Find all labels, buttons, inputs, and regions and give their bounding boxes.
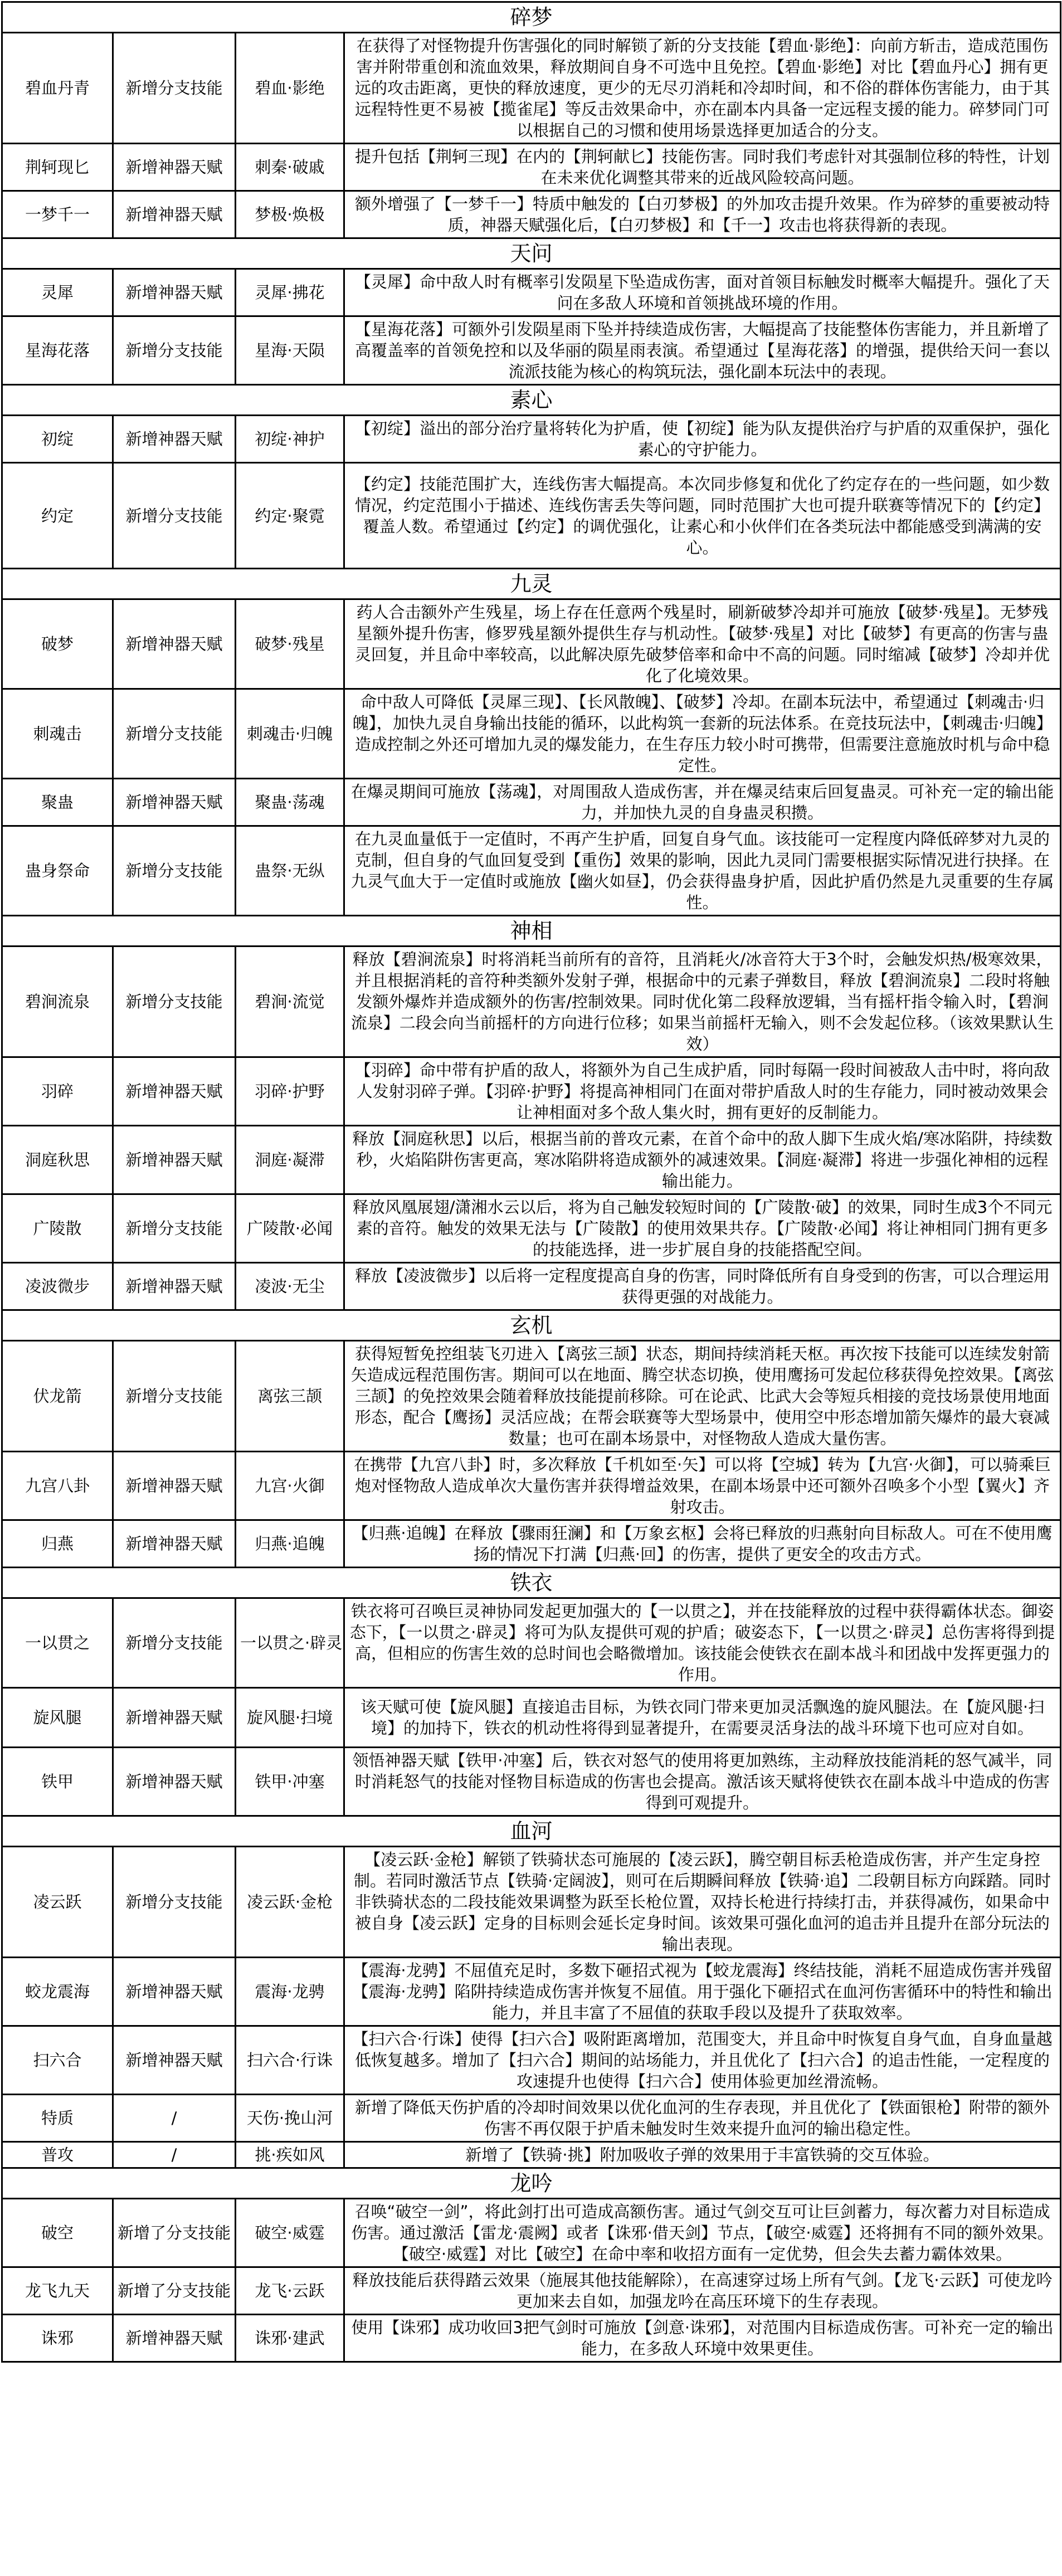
change-type-cell: 新增分支技能 <box>113 1194 236 1263</box>
table-row <box>2 2095 1061 2142</box>
description-cell: 【初绽】溢出的部分治疗量将转化为护盾，使【初绽】能为队友提供治疗与护盾的双重保护，强化素心的守护能力。 <box>344 416 1061 463</box>
change-type-cell: 新增神器天赋 <box>113 144 236 191</box>
description-cell: 释放技能后获得踏云效果（施展其他技能解除），在高速穿过场上所有气剑。【龙飞·云跃】可使龙吟更加来去自如，加强龙吟在高压环境下的生存表现。 <box>344 2267 1061 2315</box>
description-cell: 【扫六合·行诛】使得【扫六合】吸附距离增加，范围变大，并且命中时恢复自身气血，自身血量越低恢复越多。增加了【扫六合】期间的站场能力，并且优化了【扫六合】的追击性能，一定程度的攻速提升也使得【扫六合】使用体验更加丝滑流畅。 <box>344 2026 1061 2095</box>
table-row <box>2 1520 1061 1568</box>
change-type-cell: 新增神器天赋 <box>113 1520 236 1568</box>
skill-name-cell: 破空 <box>2 2199 113 2267</box>
item-name-cell: 刺魂击·归魄 <box>236 689 344 779</box>
description-cell: 释放【凌波微步】以后将一定程度提高自身的伤害，同时降低所有自身受到的伤害，可以合理运用获得更强的对战能力。 <box>344 1263 1061 1310</box>
table-row <box>2 316 1061 385</box>
change-type-cell: 新增神器天赋 <box>113 2026 236 2095</box>
change-type-cell: 新增分支技能 <box>113 947 236 1057</box>
description-cell: 释放【碧涧流泉】时将消耗当前所有的音符，且消耗火/冰音符大于3个时，会触发炽热/极寒效果，并且根据消耗的音符种类额外发射子弹，根据命中的元素子弹数目，释放【碧涧流泉】二段时将触发额外爆炸并造成额外的伤害/控制效果。同时优化第二段释放逻辑，当有摇杆指令输入时，【碧涧流泉】二段会向当前摇杆的方向进行位移；如果当前摇杆无输入，则不会发起位移。（该效果默认生效） <box>344 947 1061 1057</box>
item-name-cell: 凌云跃·金枪 <box>236 1847 344 1958</box>
skill-name-cell: 蛊身祭命 <box>2 826 113 916</box>
description-cell: 在携带【九宫八卦】时，多次释放【千机如至·矢】可以将【空城】转为【九宫·火御】，可以骑乘巨炮对怪物敌人造成单次大量伤害并获得增益效果，在副本场景中还可额外召唤多个小型【翼火】齐射攻击。 <box>344 1452 1061 1520</box>
item-name-cell: 旋风腿·扫境 <box>236 1688 344 1748</box>
table-row <box>2 599 1061 689</box>
change-type-cell: 新增神器天赋 <box>113 1688 236 1748</box>
table-row <box>2 33 1061 144</box>
change-type-cell: 新增神器天赋 <box>113 416 236 463</box>
table-row <box>2 2267 1061 2315</box>
item-name-cell: 约定·聚霓 <box>236 463 344 569</box>
change-type-cell: 新增分支技能 <box>113 33 236 144</box>
skill-name-cell: 灵犀 <box>2 269 113 316</box>
skill-name-cell: 归燕 <box>2 1520 113 1568</box>
change-type-cell: 新增了分支技能 <box>113 2199 236 2267</box>
change-type-cell: 新增分支技能 <box>113 463 236 569</box>
item-name-cell: 一以贯之·辟灵 <box>236 1598 344 1688</box>
section-title: 碎梦 <box>2 2 1061 33</box>
table-row <box>2 144 1061 191</box>
change-type-cell: 新增分支技能 <box>113 826 236 916</box>
skill-name-cell: 凌云跃 <box>2 1847 113 1958</box>
description-cell: 新增了【铁骑·挑】附加吸收子弹的效果用于丰富铁骑的交互体验。 <box>344 2142 1061 2168</box>
change-type-cell: 新增分支技能 <box>113 689 236 779</box>
section-title: 玄机 <box>2 1310 1061 1341</box>
item-name-cell: 洞庭·凝滞 <box>236 1126 344 1194</box>
description-cell: 新增了降低天伤护盾的冷却时间效果以优化血河的生存表现，并且优化了【铁面银枪】附带的额外伤害不再仅限于护盾未触发时生效来提升血河的输出稳定性。 <box>344 2095 1061 2142</box>
skill-name-cell: 特质 <box>2 2095 113 2142</box>
change-type-cell: 新增神器天赋 <box>113 1057 236 1126</box>
section-title: 龙吟 <box>2 2168 1061 2199</box>
skill-name-cell: 诛邪 <box>2 2315 113 2362</box>
change-type-cell: 新增分支技能 <box>113 1598 236 1688</box>
item-name-cell: 铁甲·冲塞 <box>236 1748 344 1816</box>
skill-name-cell: 初绽 <box>2 416 113 463</box>
changelog-table <box>1 1 1061 2363</box>
section-header-row <box>2 238 1061 269</box>
table-row <box>2 191 1061 238</box>
change-type-cell: 新增神器天赋 <box>113 2315 236 2362</box>
description-cell: 释放【洞庭秋思】以后，根据当前的普攻元素，在首个命中的敌人脚下生成火焰/寒冰陷阱，持续数秒，火焰陷阱伤害更高，寒冰陷阱将造成额外的减速效果。【洞庭·凝滞】将进一步强化神相的远程输出能力。 <box>344 1126 1061 1194</box>
item-name-cell: 广陵散·必闻 <box>236 1194 344 1263</box>
section-header-row <box>2 385 1061 416</box>
table-row <box>2 2142 1061 2168</box>
section-header-row <box>2 1816 1061 1847</box>
description-cell: 【归燕·追魄】在释放【骤雨狂澜】和【万象玄枢】会将已释放的归燕射向目标敌人。可在不使用鹰扬的情况下打满【归燕·回】的伤害，提供了更安全的攻击方式。 <box>344 1520 1061 1568</box>
section-title: 神相 <box>2 916 1061 947</box>
table-row <box>2 1958 1061 2026</box>
item-name-cell: 龙飞·云跃 <box>236 2267 344 2315</box>
item-name-cell: 羽碎·护野 <box>236 1057 344 1126</box>
skill-name-cell: 洞庭秋思 <box>2 1126 113 1194</box>
description-cell: 【震海·龙骋】不屈值充足时，多数下砸招式视为【蛟龙震海】终结技能，消耗不屈造成伤害并残留【震海·龙骋】陷阱持续造成伤害并恢复不屈值。用于强化下砸招式在血河伤害循环中的特性和输出能力，并且丰富了不屈值的获取手段以及提升了获取效率。 <box>344 1958 1061 2026</box>
table-row <box>2 2315 1061 2362</box>
skill-name-cell: 铁甲 <box>2 1748 113 1816</box>
description-cell: 【羽碎】命中带有护盾的敌人，将额外为自己生成护盾，同时每隔一段时间被敌人击中时，将向敌人发射羽碎子弹。【羽碎·护野】将提高神相同门在面对带护盾敌人时的生存能力，同时被动效果会让神相面对多个敌人集火时，拥有更好的反制能力。 <box>344 1057 1061 1126</box>
skill-name-cell: 星海花落 <box>2 316 113 385</box>
item-name-cell: 九宫·火御 <box>236 1452 344 1520</box>
skill-name-cell: 旋风腿 <box>2 1688 113 1748</box>
description-cell: 【凌云跃·金枪】解锁了铁骑状态可施展的【凌云跃】，腾空朝目标丢枪造成伤害，并产生定身控制。若同时激活节点【铁骑·定阔波】，则可在后期瞬间释放【铁骑·追】二段朝目标方向踩踏。同时非铁骑状态的二段技能效果调整为跃至长枪位置，双持长枪进行持续打击，并获得减伤，如果命中被自身【凌云跃】定身的目标则会延长定身时间。该效果可强化血河的追击并且提升在部分玩法的输出表现。 <box>344 1847 1061 1958</box>
skill-name-cell: 碧血丹青 <box>2 33 113 144</box>
description-cell: 使用【诛邪】成功收回3把气剑时可施放【剑意·诛邪】，对范围内目标造成伤害。可补充一定的输出能力，在多敌人环境中效果更佳。 <box>344 2315 1061 2362</box>
skill-name-cell: 蛟龙震海 <box>2 1958 113 2026</box>
change-type-cell: 新增神器天赋 <box>113 269 236 316</box>
item-name-cell: 破梦·残星 <box>236 599 344 689</box>
section-header-row <box>2 1568 1061 1598</box>
description-cell: 提升包括【荆轲三现】在内的【荆轲献匕】技能伤害。同时我们考虑针对其强制位移的特性，计划在未来优化调整其带来的近战风险较高问题。 <box>344 144 1061 191</box>
change-type-cell: 新增神器天赋 <box>113 779 236 826</box>
item-name-cell: 刺秦·破戚 <box>236 144 344 191</box>
item-name-cell: 归燕·追魄 <box>236 1520 344 1568</box>
item-name-cell: 蛊祭·无纵 <box>236 826 344 916</box>
description-cell: 【灵犀】命中敌人时有概率引发陨星下坠造成伤害，面对首领目标触发时概率大幅提升。强化了天问在多敌人环境和首领挑战环境的作用。 <box>344 269 1061 316</box>
table-row <box>2 2026 1061 2095</box>
item-name-cell: 凌波·无尘 <box>236 1263 344 1310</box>
section-title: 铁衣 <box>2 1568 1061 1598</box>
skill-name-cell: 破梦 <box>2 599 113 689</box>
section-title: 九灵 <box>2 569 1061 599</box>
description-cell: 在爆灵期间可施放【荡魂】，对周围敌人造成伤害，并在爆灵结束后回复蛊灵。可补充一定的输出能力，并加快九灵的自身蛊灵积攒。 <box>344 779 1061 826</box>
section-header-row <box>2 1310 1061 1341</box>
item-name-cell: 碧涧·流觉 <box>236 947 344 1057</box>
description-cell: 获得短暂免控组装飞刃进入【离弦三颉】状态，期间持续消耗天枢。再次按下技能可以连续发射箭矢造成远程范围伤害。期间可以在地面、腾空状态切换，使用鹰扬可发起位移获得免控效果。【离弦三颉】的免控效果会随着释放技能提前移除。可在论武、比武大会等短兵相接的竞技场景使用地面形态，配合【鹰扬】灵活应战；在帮会联赛等大型场景中，使用空中形态增加箭矢爆炸的最大衰减数量；也可在副本场景中，对怪物敌人造成大量伤害。 <box>344 1341 1061 1452</box>
description-cell: 【约定】技能范围扩大，连线伤害大幅提高。本次同步修复和优化了约定存在的一些问题，如少数情况，约定范围小于描述、连线伤害丢失等问题，同时范围扩大也可提升联赛等情况下的【约定】覆盖人数。希望通过【约定】的调优强化，让素心和小伙伴们在各类玩法中都能感受到满满的安心。 <box>344 463 1061 569</box>
table-row <box>2 947 1061 1057</box>
item-name-cell: 诛邪·建武 <box>236 2315 344 2362</box>
description-cell: 在九灵血量低于一定值时，不再产生护盾，回复自身气血。该技能可一定程度内降低碎梦对九灵的克制，但自身的气血回复受到【重伤】效果的影响，因此九灵同门需要根据实际情况进行抉择。在九灵气血大于一定值时或施放【幽火如昼】，仍会获得蛊身护盾，因此护盾仍然是九灵重要的生存属性。 <box>344 826 1061 916</box>
change-type-cell: 新增神器天赋 <box>113 1958 236 2026</box>
table-row <box>2 1688 1061 1748</box>
description-cell: 在获得了对怪物提升伤害强化的同时解锁了新的分支技能【碧血·影绝】：向前方斩击，造成范围伤害并附带重创和流血效果，释放期间自身不可选中且免控。【碧血·影绝】对比【碧血丹心】拥有更远的攻击距离，更快的释放速度，更少的无尽刃消耗和冷却时间，和不俗的群体伤害能力，由于其远程特性更不易被【揽雀尾】等反击效果命中，亦在副本内具备一定远程支援的能力。碎梦同门可以根据自己的习惯和使用场景选择更加适合的分支。 <box>344 33 1061 144</box>
table-row <box>2 1748 1061 1816</box>
description-cell: 该天赋可使【旋风腿】直接追击目标，为铁衣同门带来更加灵活飘逸的旋风腿法。在【旋风腿·扫境】的加持下，铁衣的机动性将得到显著提升，在需要灵活身法的战斗环境下也可应对自如。 <box>344 1688 1061 1748</box>
skill-name-cell: 羽碎 <box>2 1057 113 1126</box>
skill-name-cell: 凌波微步 <box>2 1263 113 1310</box>
table-row <box>2 416 1061 463</box>
change-type-cell: / <box>113 2095 236 2142</box>
table-row <box>2 1126 1061 1194</box>
table-row <box>2 1263 1061 1310</box>
item-name-cell: 星海·天陨 <box>236 316 344 385</box>
item-name-cell: 震海·龙骋 <box>236 1958 344 2026</box>
item-name-cell: 初绽·神护 <box>236 416 344 463</box>
table-row <box>2 1341 1061 1452</box>
change-type-cell: 新增神器天赋 <box>113 1263 236 1310</box>
skill-name-cell: 广陵散 <box>2 1194 113 1263</box>
skill-name-cell: 一以贯之 <box>2 1598 113 1688</box>
section-header-row <box>2 2 1061 33</box>
skill-name-cell: 聚蛊 <box>2 779 113 826</box>
change-type-cell: 新增了分支技能 <box>113 2267 236 2315</box>
table-row <box>2 269 1061 316</box>
skill-name-cell: 龙飞九天 <box>2 2267 113 2315</box>
item-name-cell: 聚蛊·荡魂 <box>236 779 344 826</box>
item-name-cell: 破空·威霆 <box>236 2199 344 2267</box>
table-row <box>2 1598 1061 1688</box>
description-cell: 命中敌人可降低【灵犀三现】、【长风散魄】、【破梦】冷却。在副本玩法中，希望通过【刺魂击·归魄】，加快九灵自身输出技能的循环，以此构筑一套新的玩法体系。在竞技玩法中，【刺魂击·归魄】造成控制之外还可增加九灵的爆发能力，在生存压力较小时可携带，但需要注意施放时机与命中稳定性。 <box>344 689 1061 779</box>
table-row <box>2 1847 1061 1958</box>
skill-name-cell: 一梦千一 <box>2 191 113 238</box>
skill-name-cell: 普攻 <box>2 2142 113 2168</box>
item-name-cell: 天伤·挽山河 <box>236 2095 344 2142</box>
section-header-row <box>2 569 1061 599</box>
item-name-cell: 扫六合·行诛 <box>236 2026 344 2095</box>
skill-name-cell: 九宫八卦 <box>2 1452 113 1520</box>
item-name-cell: 梦极·焕极 <box>236 191 344 238</box>
section-title: 血河 <box>2 1816 1061 1847</box>
description-cell: 药人合击额外产生残星，场上存在任意两个残星时，刷新破梦冷却并可施放【破梦·残星】。无梦残星额外提升伤害，修罗残星额外提供生存与机动性。【破梦·残星】对比【破梦】有更高的伤害与蛊灵回复，并且命中率较高，以此解决原先破梦倍率和命中不高的问题。同时缩减【破梦】冷却并优化了化境效果。 <box>344 599 1061 689</box>
skill-name-cell: 刺魂击 <box>2 689 113 779</box>
description-cell: 召唤“破空一剑”，将此剑打出可造成高额伤害。通过气剑交互可让巨剑蓄力，每次蓄力对目标造成伤害。通过激活【雷龙·震阙】或者【诛邪·借天剑】节点，【破空·威霆】还将拥有不同的额外效果。【破空·威霆】对比【破空】在命中率和收招方面有一定优势，但会失去蓄力霸体效果。 <box>344 2199 1061 2267</box>
item-name-cell: 离弦三颉 <box>236 1341 344 1452</box>
change-type-cell: 新增神器天赋 <box>113 1748 236 1816</box>
table-row <box>2 463 1061 569</box>
skill-name-cell: 荆轲现匕 <box>2 144 113 191</box>
table-row <box>2 826 1061 916</box>
section-title: 天问 <box>2 238 1061 269</box>
change-type-cell: 新增神器天赋 <box>113 1126 236 1194</box>
table-row <box>2 1194 1061 1263</box>
change-type-cell: 新增分支技能 <box>113 316 236 385</box>
item-name-cell: 碧血·影绝 <box>236 33 344 144</box>
change-type-cell: 新增神器天赋 <box>113 191 236 238</box>
skill-name-cell: 碧涧流泉 <box>2 947 113 1057</box>
item-name-cell: 灵犀·拂花 <box>236 269 344 316</box>
section-header-row <box>2 2168 1061 2199</box>
skill-name-cell: 扫六合 <box>2 2026 113 2095</box>
table-row <box>2 779 1061 826</box>
section-header-row <box>2 916 1061 947</box>
table-row <box>2 1452 1061 1520</box>
table-row <box>2 1057 1061 1126</box>
item-name-cell: 挑·疾如风 <box>236 2142 344 2168</box>
change-type-cell: 新增分支技能 <box>113 1847 236 1958</box>
description-cell: 【星海花落】可额外引发陨星雨下坠并持续造成伤害，大幅提高了技能整体伤害能力，并且新增了高覆盖率的首领免控和以及华丽的陨星雨表演。希望通过【星海花落】的增强，提供给天问一套以流派技能为核心的构筑玩法，强化副本玩法中的表现。 <box>344 316 1061 385</box>
change-type-cell: / <box>113 2142 236 2168</box>
table-row <box>2 2199 1061 2267</box>
change-type-cell: 新增神器天赋 <box>113 1452 236 1520</box>
table-row <box>2 689 1061 779</box>
description-cell: 额外增强了【一梦千一】特质中触发的【白刃梦极】的外加攻击提升效果。作为碎梦的重要被动特质，神器天赋强化后，【白刃梦极】和【千一】攻击也将获得新的表现。 <box>344 191 1061 238</box>
change-type-cell: 新增神器天赋 <box>113 599 236 689</box>
section-title: 素心 <box>2 385 1061 416</box>
description-cell: 释放风凰展翅/潇湘水云以后，将为自己触发较短时间的【广陵散·破】的效果，同时生成3个不同元素的音符。触发的效果无法与【广陵散】的使用效果共存。【广陵散·必闻】将让神相同门拥有更多的技能选择，进一步扩展自身的技能搭配空间。 <box>344 1194 1061 1263</box>
skill-name-cell: 伏龙箭 <box>2 1341 113 1452</box>
description-cell: 铁衣将可召唤巨灵神协同发起更加强大的【一以贯之】，并在技能释放的过程中获得霸体状态。御姿态下，【一以贯之·辟灵】将可为队友提供可观的护盾；破姿态下，【一以贯之·辟灵】总伤害将得到提高，但相应的伤害生效的总时间也会略微增加。该技能会使铁衣在副本战斗和团战中发挥更强力的作用。 <box>344 1598 1061 1688</box>
description-cell: 领悟神器天赋【铁甲·冲塞】后，铁衣对怒气的使用将更加熟练，主动释放技能消耗的怒气减半，同时消耗怒气的技能对怪物目标造成的伤害也会提高。激活该天赋将使铁衣在副本战斗中造成的伤害得到可观提升。 <box>344 1748 1061 1816</box>
change-type-cell: 新增分支技能 <box>113 1341 236 1452</box>
skill-name-cell: 约定 <box>2 463 113 569</box>
